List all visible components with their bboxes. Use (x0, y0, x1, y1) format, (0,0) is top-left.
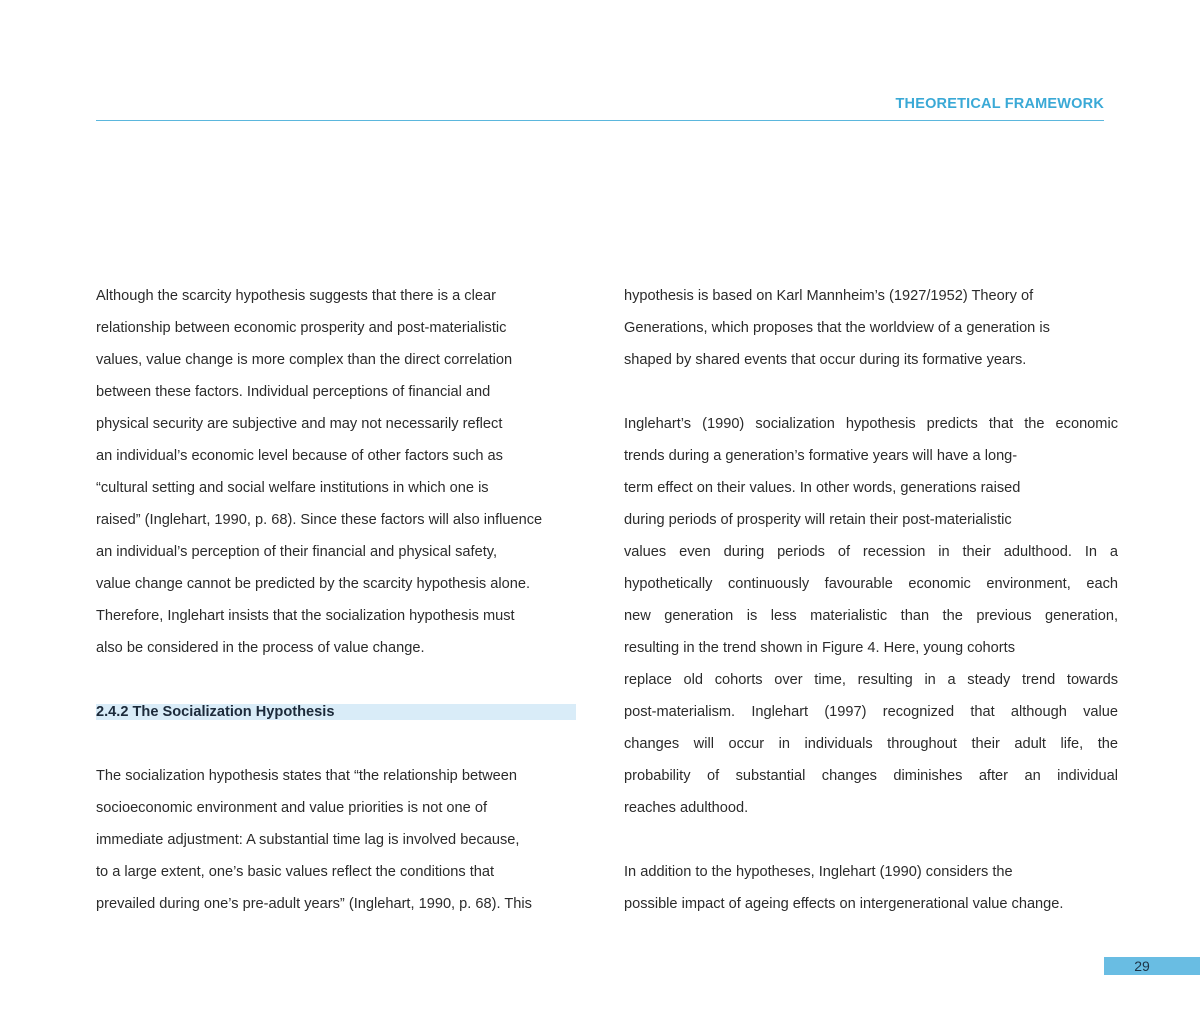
body-text-line: Inglehart’s (1990) socialization hypothesis predicts that the economic (624, 416, 1118, 432)
body-text-line: Therefore, Inglehart insists that the socialization hypothesis must (96, 608, 515, 624)
body-text-line: an individual’s perception of their financial and physical safety, (96, 544, 498, 560)
body-text-line: replace old cohorts over time, resulting in a steady trend towards (624, 672, 1118, 688)
header-rule (96, 120, 1104, 121)
body-text-line: to a large extent, one’s basic values reflect the conditions that (96, 864, 495, 880)
body-text-line: resulting in the trend shown in Figure 4. Here, young cohorts (624, 640, 1016, 656)
paragraph-spacer (96, 728, 576, 760)
body-text-line: prevailed during one’s pre-adult years” (Inglehart, 1990, p. 68). This (96, 896, 532, 912)
page-number: 29 (1134, 958, 1150, 974)
body-text-line: during periods of prosperity will retain their post-materialistic (624, 512, 1012, 528)
body-text-line: relationship between economic prosperity and post-materialistic (96, 320, 507, 336)
body-text-line: socioeconomic environment and value priorities is not one of (96, 800, 488, 816)
body-text-line: Although the scarcity hypothesis suggests that there is a clear (96, 288, 496, 304)
paragraph-spacer (624, 376, 1118, 408)
body-text-line: In addition to the hypotheses, Inglehart (1990) considers the (624, 864, 1013, 880)
paragraph-spacer (624, 824, 1118, 856)
body-text-line: Generations, which proposes that the worldview of a generation is (624, 320, 1050, 336)
body-text-line: shaped by shared events that occur during its formative years. (624, 352, 1027, 368)
body-text-line: raised” (Inglehart, 1990, p. 68). Since these factors will also influence (96, 512, 543, 528)
page-number-bar (1104, 957, 1200, 975)
body-text-line: physical security are subjective and may not necessarily reflect (96, 416, 503, 432)
body-text-line: term effect on their values. In other words, generations raised (624, 480, 1021, 496)
body-text-line: changes will occur in individuals throughout their adult life, the (624, 736, 1118, 752)
body-text-line: reaches adulthood. (624, 800, 749, 816)
body-text-line: values, value change is more complex than the direct correlation (96, 352, 513, 368)
body-text-line: also be considered in the process of value change. (96, 640, 425, 656)
body-text-line: “cultural setting and social welfare institutions in which one is (96, 480, 489, 496)
body-text-line: immediate adjustment: A substantial time lag is involved because, (96, 832, 520, 848)
body-text-line: value change cannot be predicted by the scarcity hypothesis alone. (96, 576, 531, 592)
body-text-line: hypothetically continuously favourable economic environment, each (624, 576, 1118, 592)
left-column (96, 280, 576, 920)
body-text-line: values even during periods of recession in their adulthood. In a (624, 544, 1118, 560)
paragraph-spacer (96, 664, 576, 696)
body-text-line: possible impact of ageing effects on intergenerational value change. (624, 896, 1064, 912)
section-heading: 2.4.2 The Socialization Hypothesis (96, 704, 576, 720)
body-text-line: trends during a generation’s formative years will have a long- (624, 448, 1018, 464)
body-text-line: The socialization hypothesis states that “the relationship between (96, 768, 518, 784)
body-text-line: probability of substantial changes diminishes after an individual (624, 768, 1118, 784)
body-text-line: an individual’s economic level because of other factors such as (96, 448, 503, 464)
body-text-line: between these factors. Individual perceptions of financial and (96, 384, 491, 400)
body-text-line: post-materialism. Inglehart (1997) recognized that although value (624, 704, 1118, 720)
body-text-line: hypothesis is based on Karl Mannheim’s (1927/1952) Theory of (624, 288, 1034, 304)
body-text-line: new generation is less materialistic than the previous generation, (624, 608, 1118, 624)
right-column (624, 280, 1118, 920)
running-header: THEORETICAL FRAMEWORK (895, 96, 1104, 112)
